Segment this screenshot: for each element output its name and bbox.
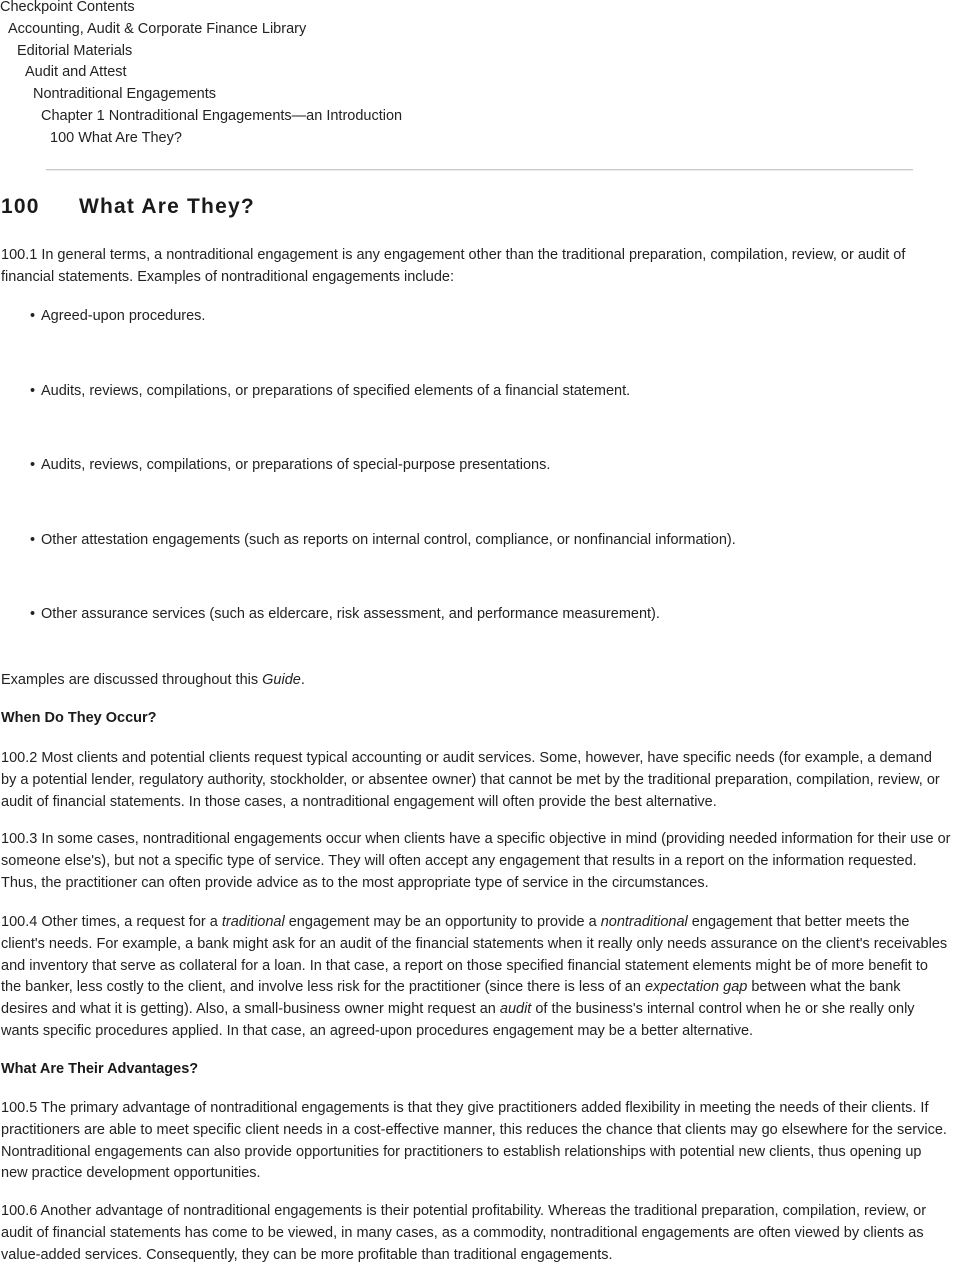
bullet-icon: • [30,383,36,399]
bullet-icon: • [30,532,36,548]
horizontal-divider [46,169,913,171]
paragraph-100-6: 100.6 Another advantage of nontraditional engagements is their potential profitability. Whereas the traditional preparation, compilation, review, or audit of financial statements has come to be viewed, in many cases, as a commodity, nontraditional engagements are often viewed by clients as value-added services. Consequently, they can be more profitable than traditional engagements. [1,1203,927,1263]
breadcrumb [0,0,402,150]
guide-emphasis: Guide [262,672,301,688]
section-title [1,196,255,218]
bullet-icon: • [30,308,36,324]
section-number: 100 [1,195,40,218]
list-item: • Audits, reviews, compilations, or preparations of specified elements of a financial statement. [30,381,630,403]
list-item: • Agreed-upon procedures. [30,306,205,328]
bullet-icon: • [30,606,36,622]
list-item: • Other assurance services (such as eldercare, risk assessment, and performance measurement). [30,604,660,626]
breadcrumb-item-library[interactable]: Accounting, Audit & Corporate Finance Library [8,20,307,37]
breadcrumb-item-section-100[interactable]: 100 What Are They? [50,129,182,146]
section-heading: What Are They? [79,195,255,218]
list-item: • Audits, reviews, compilations, or preparations of special-purpose presentations. [30,455,550,477]
breadcrumb-item-chapter-1[interactable]: Chapter 1 Nontraditional Engagements—an Introduction [41,107,403,124]
heading-when-do-they-occur: When Do They Occur? [1,710,157,726]
paragraph-100-3: 100.3 In some cases, nontraditional engagements occur when clients have a specific objective in mind (providing needed information for their use or someone else's), but not a specific type of service. They will often accept any engagement that results in a report on the information requested. Thus, the practitioner can often provide advice as to the most appropriate type of service in the circumstances. [1,831,951,891]
heading-what-are-their-advantages: What Are Their Advantages? [1,1061,199,1077]
breadcrumb-item-contents[interactable]: Checkpoint Contents [0,0,135,15]
paragraph-100-2: 100.2 Most clients and potential clients request typical accounting or audit services. Some, however, have specific needs (for example, a demand by a potential lender, regulatory authority, stockholder, or absentee owner) that cannot be met by the traditional preparation, compilation, review, or audit of financial statements. In those cases, a nontraditional engagement will often provide the best alternative. [1,750,940,810]
bullet-icon: • [30,457,36,473]
paragraph-examples: Examples are discussed throughout this Guide. [1,672,305,688]
breadcrumb-item-nontraditional[interactable]: Nontraditional Engagements [33,86,216,103]
breadcrumb-item-audit-attest[interactable]: Audit and Attest [25,64,127,81]
list-item: • Other attestation engagements (such as reports on internal control, compliance, or nonfinancial information). [30,530,736,552]
paragraph-100-5: 100.5 The primary advantage of nontraditional engagements is that they give practitioners added flexibility in meeting the needs of their clients. If practitioners are able to meet specific client needs in a cost-effective manner, this reduces the chance that clients may go elsewhere for the service. Nontraditional engagements can also provide opportunities for practitioners to establish relationships with potential new clients, thus opening up new practice development opportunities. [1,1100,947,1182]
paragraph-100-1: 100.1 In general terms, a nontraditional engagement is any engagement other than the traditional preparation, compilation, review, or audit of financial statements. Examples of nontraditional engagements include: [1,247,906,285]
paragraph-100-4: 100.4 Other times, a request for a traditional engagement may be an opportunity to provide a nontraditional engagement that better meets the client's needs. For example, a bank might ask for an audit of the financial statements when it really only needs assurance on the client's receivables and inventory that serve as collateral for a loan. In that case, a report on those specified financial statement elements might be of more benefit to the banker, less costly to the client, and involve less risk for the practitioner (since there is less of an expectation gap between what the bank desires and what it is getting). Also, a small-business owner might request an audit of the business's internal control when he or she really only wants specific procedures applied. In that case, an agreed-upon procedures engagement may be a better alternative. [1,914,948,1039]
breadcrumb-item-editorial[interactable]: Editorial Materials [17,42,133,59]
